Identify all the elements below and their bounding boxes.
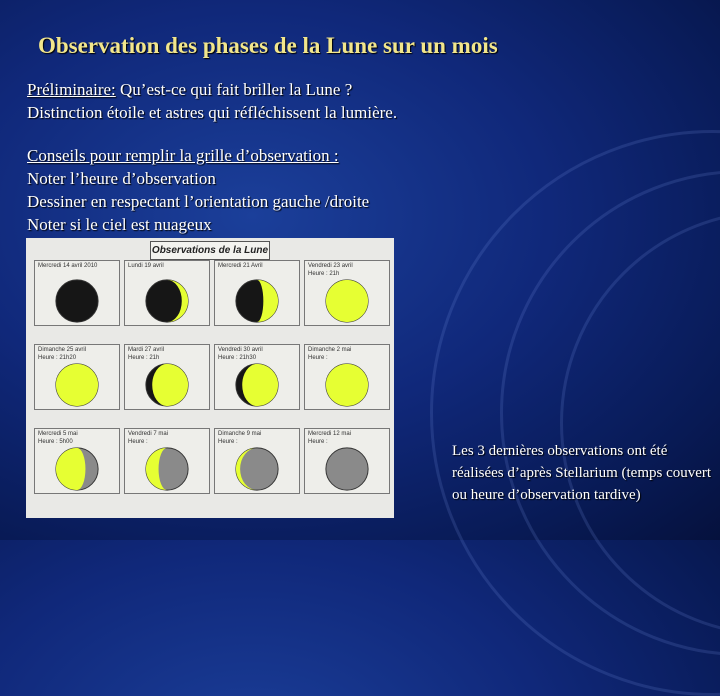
moon-drawing bbox=[143, 445, 191, 493]
moon-drawing bbox=[53, 277, 101, 325]
preliminary-line-2: Distinction étoile et astres qui réfléchissent la lumière. bbox=[27, 103, 398, 122]
observation-cell bbox=[34, 260, 120, 326]
observation-hour: Heure : bbox=[308, 355, 328, 361]
sheet-title: Observations de la Lune bbox=[150, 241, 270, 260]
moon-drawing bbox=[233, 361, 281, 409]
observation-cell bbox=[124, 344, 210, 410]
observation-cell bbox=[124, 428, 210, 494]
observation-cell bbox=[214, 344, 300, 410]
observation-cell bbox=[304, 260, 390, 326]
observation-date: Vendredi 30 avril bbox=[218, 347, 263, 353]
observation-cell bbox=[304, 428, 390, 494]
observation-cell bbox=[214, 428, 300, 494]
observation-hour: Heure : 21h bbox=[128, 355, 160, 361]
observation-date: Dimanche 9 mai bbox=[218, 431, 262, 437]
observation-hour: Heure : 21h bbox=[308, 271, 340, 277]
advice-item: Dessiner en respectant l’orientation gauche /droite bbox=[27, 192, 370, 211]
observation-date: Mercredi 21 Avril bbox=[218, 263, 263, 269]
observation-hour: Heure : 21h30 bbox=[218, 355, 257, 361]
observation-date: Lundi 19 avril bbox=[128, 263, 164, 269]
observation-date: Mercredi 14 avril 2010 bbox=[38, 263, 98, 269]
advice-heading: Conseils pour remplir la grille d’observation : bbox=[27, 146, 339, 165]
moon-drawing bbox=[323, 445, 371, 493]
observation-date: Mercredi 12 mai bbox=[308, 431, 352, 437]
observation-hour: Heure : bbox=[308, 439, 328, 445]
advice-item: Noter l’heure d’observation bbox=[27, 169, 216, 188]
slide-title: Observation des phases de la Lune sur un mois bbox=[38, 33, 498, 58]
observation-hour: Heure : bbox=[218, 439, 238, 445]
observation-date: Dimanche 2 mai bbox=[308, 347, 352, 353]
preliminary-block bbox=[27, 78, 397, 124]
moon-drawing bbox=[53, 361, 101, 409]
preliminary-label: Préliminaire: bbox=[27, 80, 116, 99]
observation-hour: Heure : 5h00 bbox=[38, 439, 73, 445]
observation-date: Dimanche 25 avril bbox=[38, 347, 87, 353]
observation-date: Vendredi 7 mai bbox=[128, 431, 169, 437]
observation-cell bbox=[34, 428, 120, 494]
moon-lit-part bbox=[56, 448, 86, 490]
observation-sheet-photo bbox=[26, 238, 394, 518]
moon-drawing bbox=[53, 445, 101, 493]
advice-block bbox=[27, 144, 369, 236]
advice-item: Noter si le ciel est nuageux bbox=[27, 215, 212, 234]
observation-date: Mardi 27 avril bbox=[128, 347, 165, 353]
moon-lit-part bbox=[326, 280, 368, 322]
moon-drawing bbox=[323, 277, 371, 325]
stellarium-note: Les 3 dernières observations ont été réalisées d’après Stellarium (temps couvert ou heure d’observation tardive) bbox=[452, 443, 712, 503]
observation-cell bbox=[304, 344, 390, 410]
moon-drawing bbox=[323, 361, 371, 409]
moon-lit-part bbox=[56, 364, 98, 406]
observation-cell bbox=[124, 260, 210, 326]
observation-cell bbox=[214, 260, 300, 326]
moon-drawing bbox=[143, 361, 191, 409]
moon-drawing bbox=[233, 277, 281, 325]
moon-drawing bbox=[143, 277, 191, 325]
moon-lit-part bbox=[326, 364, 368, 406]
observation-date: Vendredi 23 avril bbox=[308, 263, 353, 269]
observation-date: Mercredi 5 mai bbox=[38, 431, 78, 437]
preliminary-question: Qu’est-ce qui fait briller la Lune ? bbox=[115, 80, 353, 99]
moon-drawing bbox=[233, 445, 281, 493]
preliminary-line bbox=[27, 78, 397, 101]
observation-cell bbox=[34, 344, 120, 410]
observation-hour: Heure : bbox=[128, 439, 148, 445]
observation-hour: Heure : 21h20 bbox=[38, 355, 77, 361]
